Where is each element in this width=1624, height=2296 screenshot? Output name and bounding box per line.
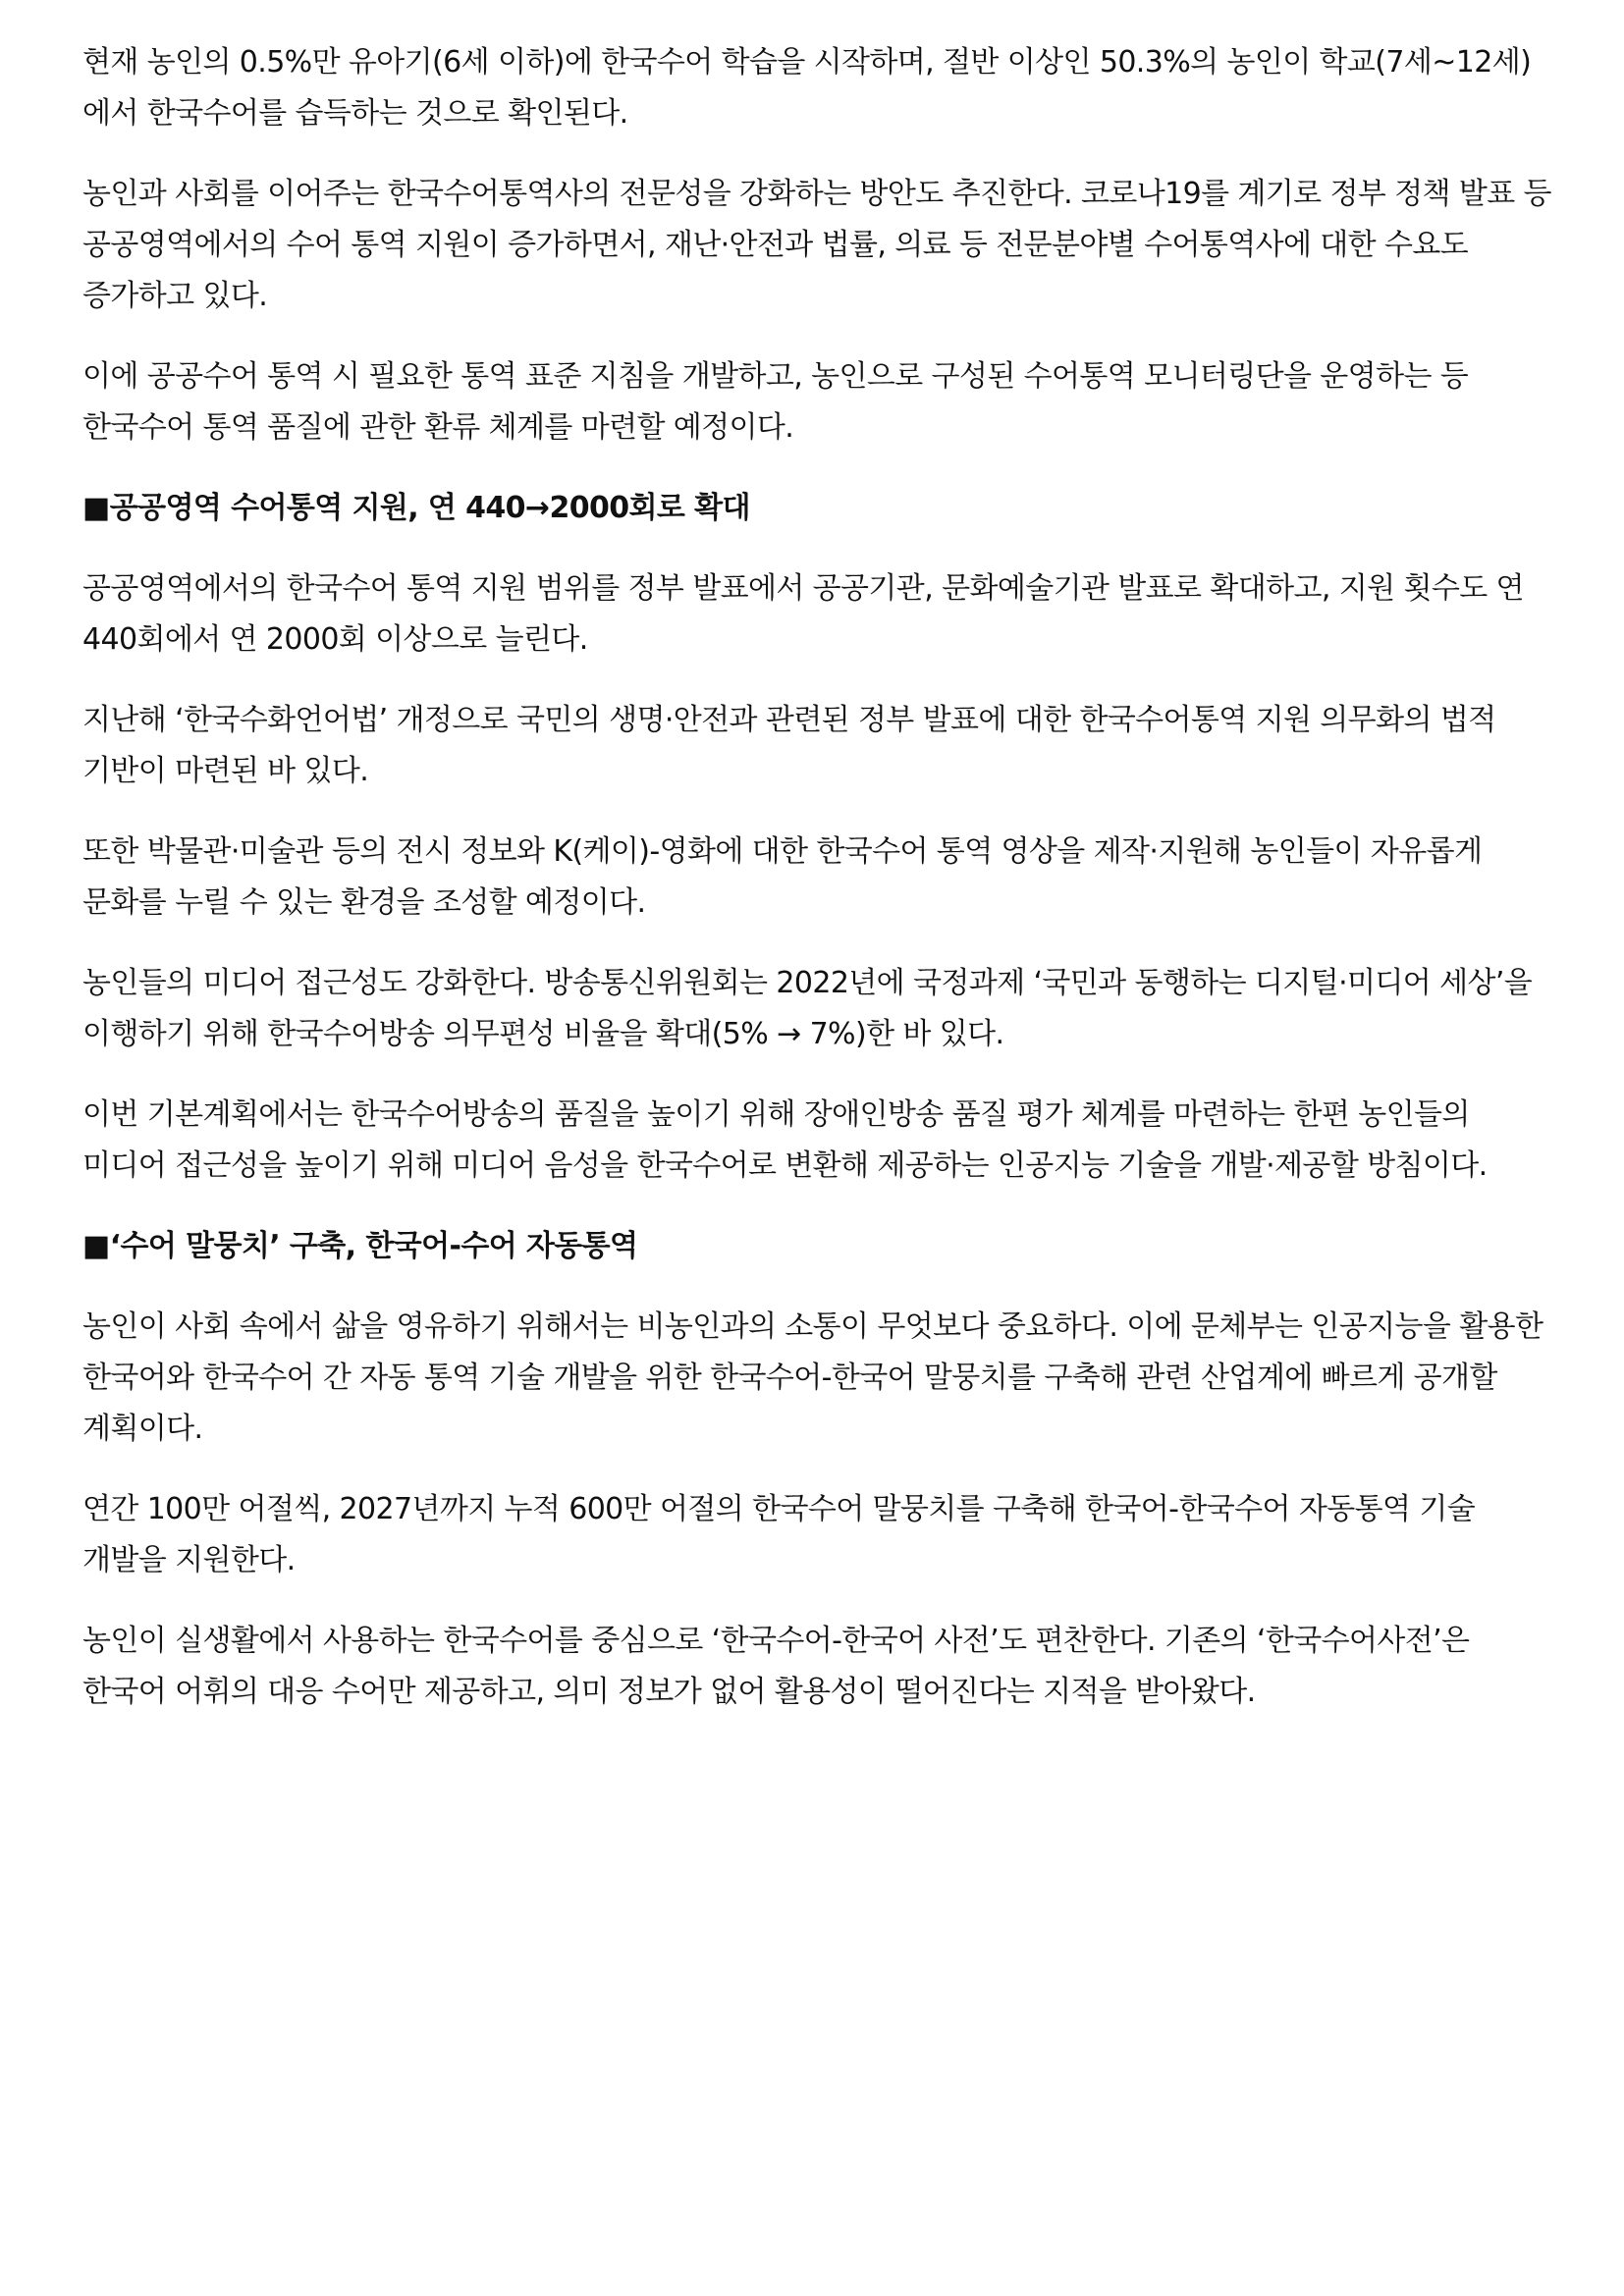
- paragraph: 지난해 ‘한국수화언어법’ 개정으로 국민의 생명·안전과 관련된 정부 발표에 대한 한국수어통역 지원 의무화의 법적 기반이 마련된 바 있다.: [82, 703, 1496, 788]
- article-body: [82, 37, 1555, 1747]
- paragraph: 농인들의 미디어 접근성도 강화한다. 방송통신위원회는 2022년에 국정과제 ‘국민과 동행하는 디지털·미디어 세상’을 이행하기 위해 한국수어방송 의무편성 비율을 확대(5% → 7%)한 바 있다.: [82, 966, 1533, 1051]
- paragraph: 농인과 사회를 이어주는 한국수어통역사의 전문성을 강화하는 방안도 추진한다. 코로나19를 계기로 정부 정책 발표 등 공공영역에서의 수어 통역 지원이 증가하면서, 재난·안전과 법률, 의료 등 전문분야별 수어통역사에 대한 수요도 증가하고 있다.: [82, 177, 1551, 313]
- paragraph: 이번 기본계획에서는 한국수어방송의 품질을 높이기 위해 장애인방송 품질 평가 체계를 마련하는 한편 농인들의 미디어 접근성을 높이기 위해 미디어 음성을 한국수어로 변환해 제공하는 인공지능 기술을 개발·제공할 방침이다.: [82, 1097, 1488, 1183]
- paragraph: 이에 공공수어 통역 시 필요한 통역 표준 지침을 개발하고, 농인으로 구성된 수어통역 모니터링단을 운영하는 등 한국수어 통역 품질에 관한 환류 체계를 마련할 예정이다.: [82, 359, 1469, 445]
- paragraph: 현재 농인의 0.5%만 유아기(6세 이하)에 한국수어 학습을 시작하며, 절반 이상인 50.3%의 농인이 학교(7세~12세)에서 한국수어를 습득하는 것으로 확인된다.: [82, 45, 1532, 131]
- paragraph: 또한 박물관·미술관 등의 전시 정보와 K(케이)-영화에 대한 한국수어 통역 영상을 제작·지원해 농인들이 자유롭게 문화를 누릴 수 있는 환경을 조성할 예정이다.: [82, 834, 1483, 920]
- section-heading: ■공공영역 수어통역 지원, 연 440→2000회로 확대: [82, 491, 750, 525]
- paragraph: 공공영역에서의 한국수어 통역 지원 범위를 정부 발표에서 공공기관, 문화예술기관 발표로 확대하고, 지원 횟수도 연 440회에서 연 2000회 이상으로 늘린다.: [82, 571, 1524, 657]
- paragraph: 농인이 실생활에서 사용하는 한국수어를 중심으로 ‘한국수어-한국어 사전’도 편찬한다. 기존의 ‘한국수어사전’은 한국어 어휘의 대응 수어만 제공하고, 의미 정보가 없어 활용성이 떨어진다는 지적을 받아왔다.: [82, 1624, 1470, 1709]
- paragraph: 농인이 사회 속에서 삶을 영유하기 위해서는 비농인과의 소통이 무엇보다 중요하다. 이에 문체부는 인공지능을 활용한 한국어와 한국수어 간 자동 통역 기술 개발을 위한 한국수어-한국어 말뭉치를 구축해 관련 산업계에 빠르게 공개할 계획이다.: [82, 1309, 1543, 1446]
- section-heading: ■‘수어 말뭉치’ 구축, 한국어-수어 자동통역: [82, 1229, 638, 1263]
- paragraph: 연간 100만 어절씩, 2027년까지 누적 600만 어절의 한국수어 말뭉치를 구축해 한국어-한국수어 자동통역 기술 개발을 지원한다.: [82, 1492, 1476, 1577]
